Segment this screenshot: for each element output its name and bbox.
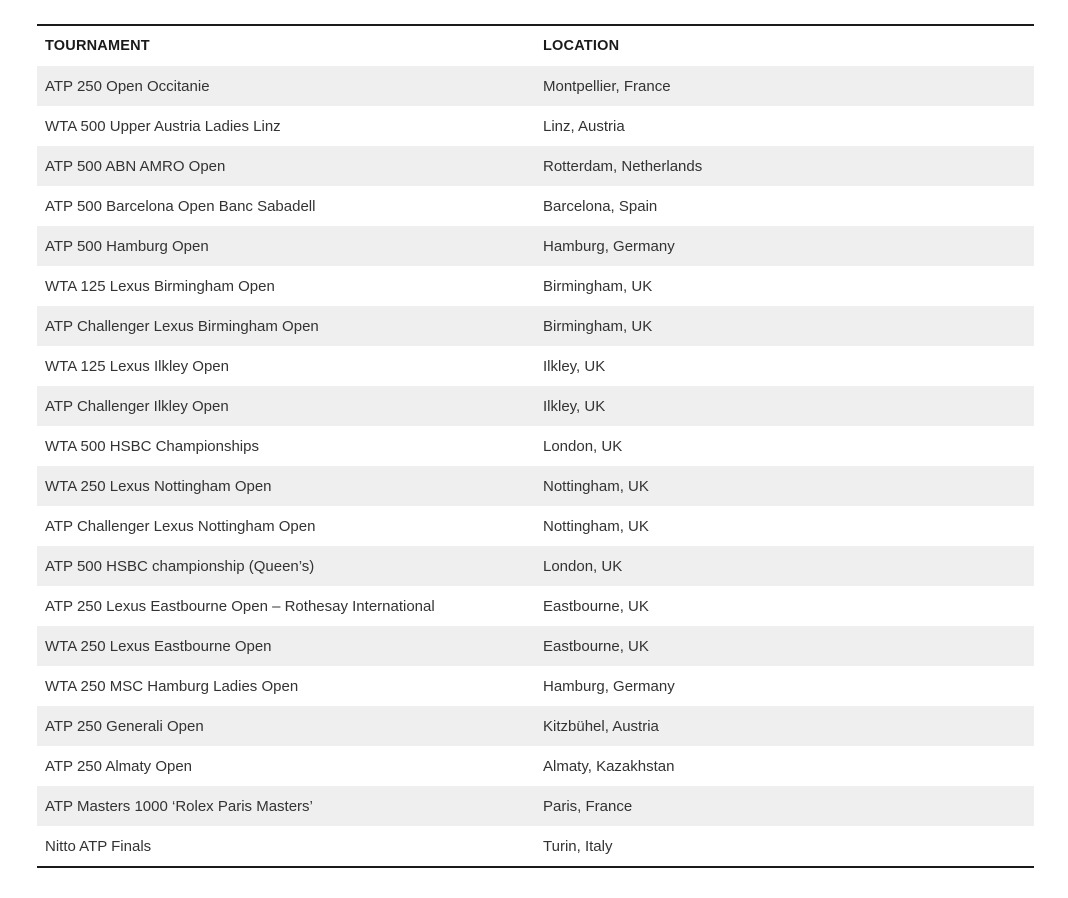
tournament-cell: WTA 250 Lexus Eastbourne Open [37, 626, 535, 666]
table-row [37, 186, 1034, 226]
location-cell: Ilkley, UK [535, 386, 1034, 426]
location-cell: Kitzbühel, Austria [535, 706, 1034, 746]
table-row [37, 226, 1034, 266]
tournament-cell: ATP 500 HSBC championship (Queen’s) [37, 546, 535, 586]
location-cell: Hamburg, Germany [535, 666, 1034, 706]
tournament-location-table [37, 26, 1034, 866]
table-row [37, 386, 1034, 426]
table-row [37, 426, 1034, 466]
location-cell: Nottingham, UK [535, 466, 1034, 506]
table-body [37, 66, 1034, 866]
tournament-cell: ATP 500 Barcelona Open Banc Sabadell [37, 186, 535, 226]
column-header-location: LOCATION [543, 38, 620, 54]
tournament-cell: ATP 250 Lexus Eastbourne Open – Rothesay International [37, 586, 535, 626]
table-row [37, 746, 1034, 786]
location-cell: Eastbourne, UK [535, 586, 1034, 626]
location-cell: Barcelona, Spain [535, 186, 1034, 226]
table-bottom-rule [37, 866, 1034, 868]
table-row [37, 66, 1034, 106]
tournament-cell: ATP Challenger Ilkley Open [37, 386, 535, 426]
table-row [37, 826, 1034, 866]
location-cell: Rotterdam, Netherlands [535, 146, 1034, 186]
table-row [37, 546, 1034, 586]
location-cell: Montpellier, France [535, 66, 1034, 106]
table-row [37, 786, 1034, 826]
table-row [37, 626, 1034, 666]
tournament-cell: WTA 250 MSC Hamburg Ladies Open [37, 666, 535, 706]
location-cell: Paris, France [535, 786, 1034, 826]
column-header-tournament: TOURNAMENT [45, 38, 150, 54]
location-cell: Linz, Austria [535, 106, 1034, 146]
table-row [37, 586, 1034, 626]
tournament-cell: WTA 500 Upper Austria Ladies Linz [37, 106, 535, 146]
table-row [37, 506, 1034, 546]
header-row [37, 26, 1034, 66]
location-cell: Almaty, Kazakhstan [535, 746, 1034, 786]
table-row [37, 306, 1034, 346]
tournament-cell: WTA 500 HSBC Championships [37, 426, 535, 466]
location-cell: Hamburg, Germany [535, 226, 1034, 266]
tournament-cell: ATP 250 Almaty Open [37, 746, 535, 786]
location-cell: Ilkley, UK [535, 346, 1034, 386]
tournament-cell: ATP 250 Generali Open [37, 706, 535, 746]
table-row [37, 346, 1034, 386]
tournament-cell: ATP 500 Hamburg Open [37, 226, 535, 266]
location-cell: Nottingham, UK [535, 506, 1034, 546]
tournament-cell: ATP Challenger Lexus Birmingham Open [37, 306, 535, 346]
location-cell: London, UK [535, 546, 1034, 586]
tournament-cell: ATP 250 Open Occitanie [37, 66, 535, 106]
table-row [37, 146, 1034, 186]
tournament-table [37, 24, 1034, 868]
tournament-cell: WTA 125 Lexus Ilkley Open [37, 346, 535, 386]
tournament-cell: ATP Challenger Lexus Nottingham Open [37, 506, 535, 546]
table-row [37, 466, 1034, 506]
tournament-cell: ATP Masters 1000 ‘Rolex Paris Masters’ [37, 786, 535, 826]
tournament-cell: Nitto ATP Finals [37, 826, 535, 866]
tournament-cell: WTA 125 Lexus Birmingham Open [37, 266, 535, 306]
table-row [37, 106, 1034, 146]
location-cell: Birmingham, UK [535, 306, 1034, 346]
table-row [37, 666, 1034, 706]
location-cell: London, UK [535, 426, 1034, 466]
table-row [37, 266, 1034, 306]
table-header [37, 26, 1034, 66]
tournament-cell: ATP 500 ABN AMRO Open [37, 146, 535, 186]
location-cell: Eastbourne, UK [535, 626, 1034, 666]
tournament-cell: WTA 250 Lexus Nottingham Open [37, 466, 535, 506]
location-cell: Turin, Italy [535, 826, 1034, 866]
table-row [37, 706, 1034, 746]
location-cell: Birmingham, UK [535, 266, 1034, 306]
